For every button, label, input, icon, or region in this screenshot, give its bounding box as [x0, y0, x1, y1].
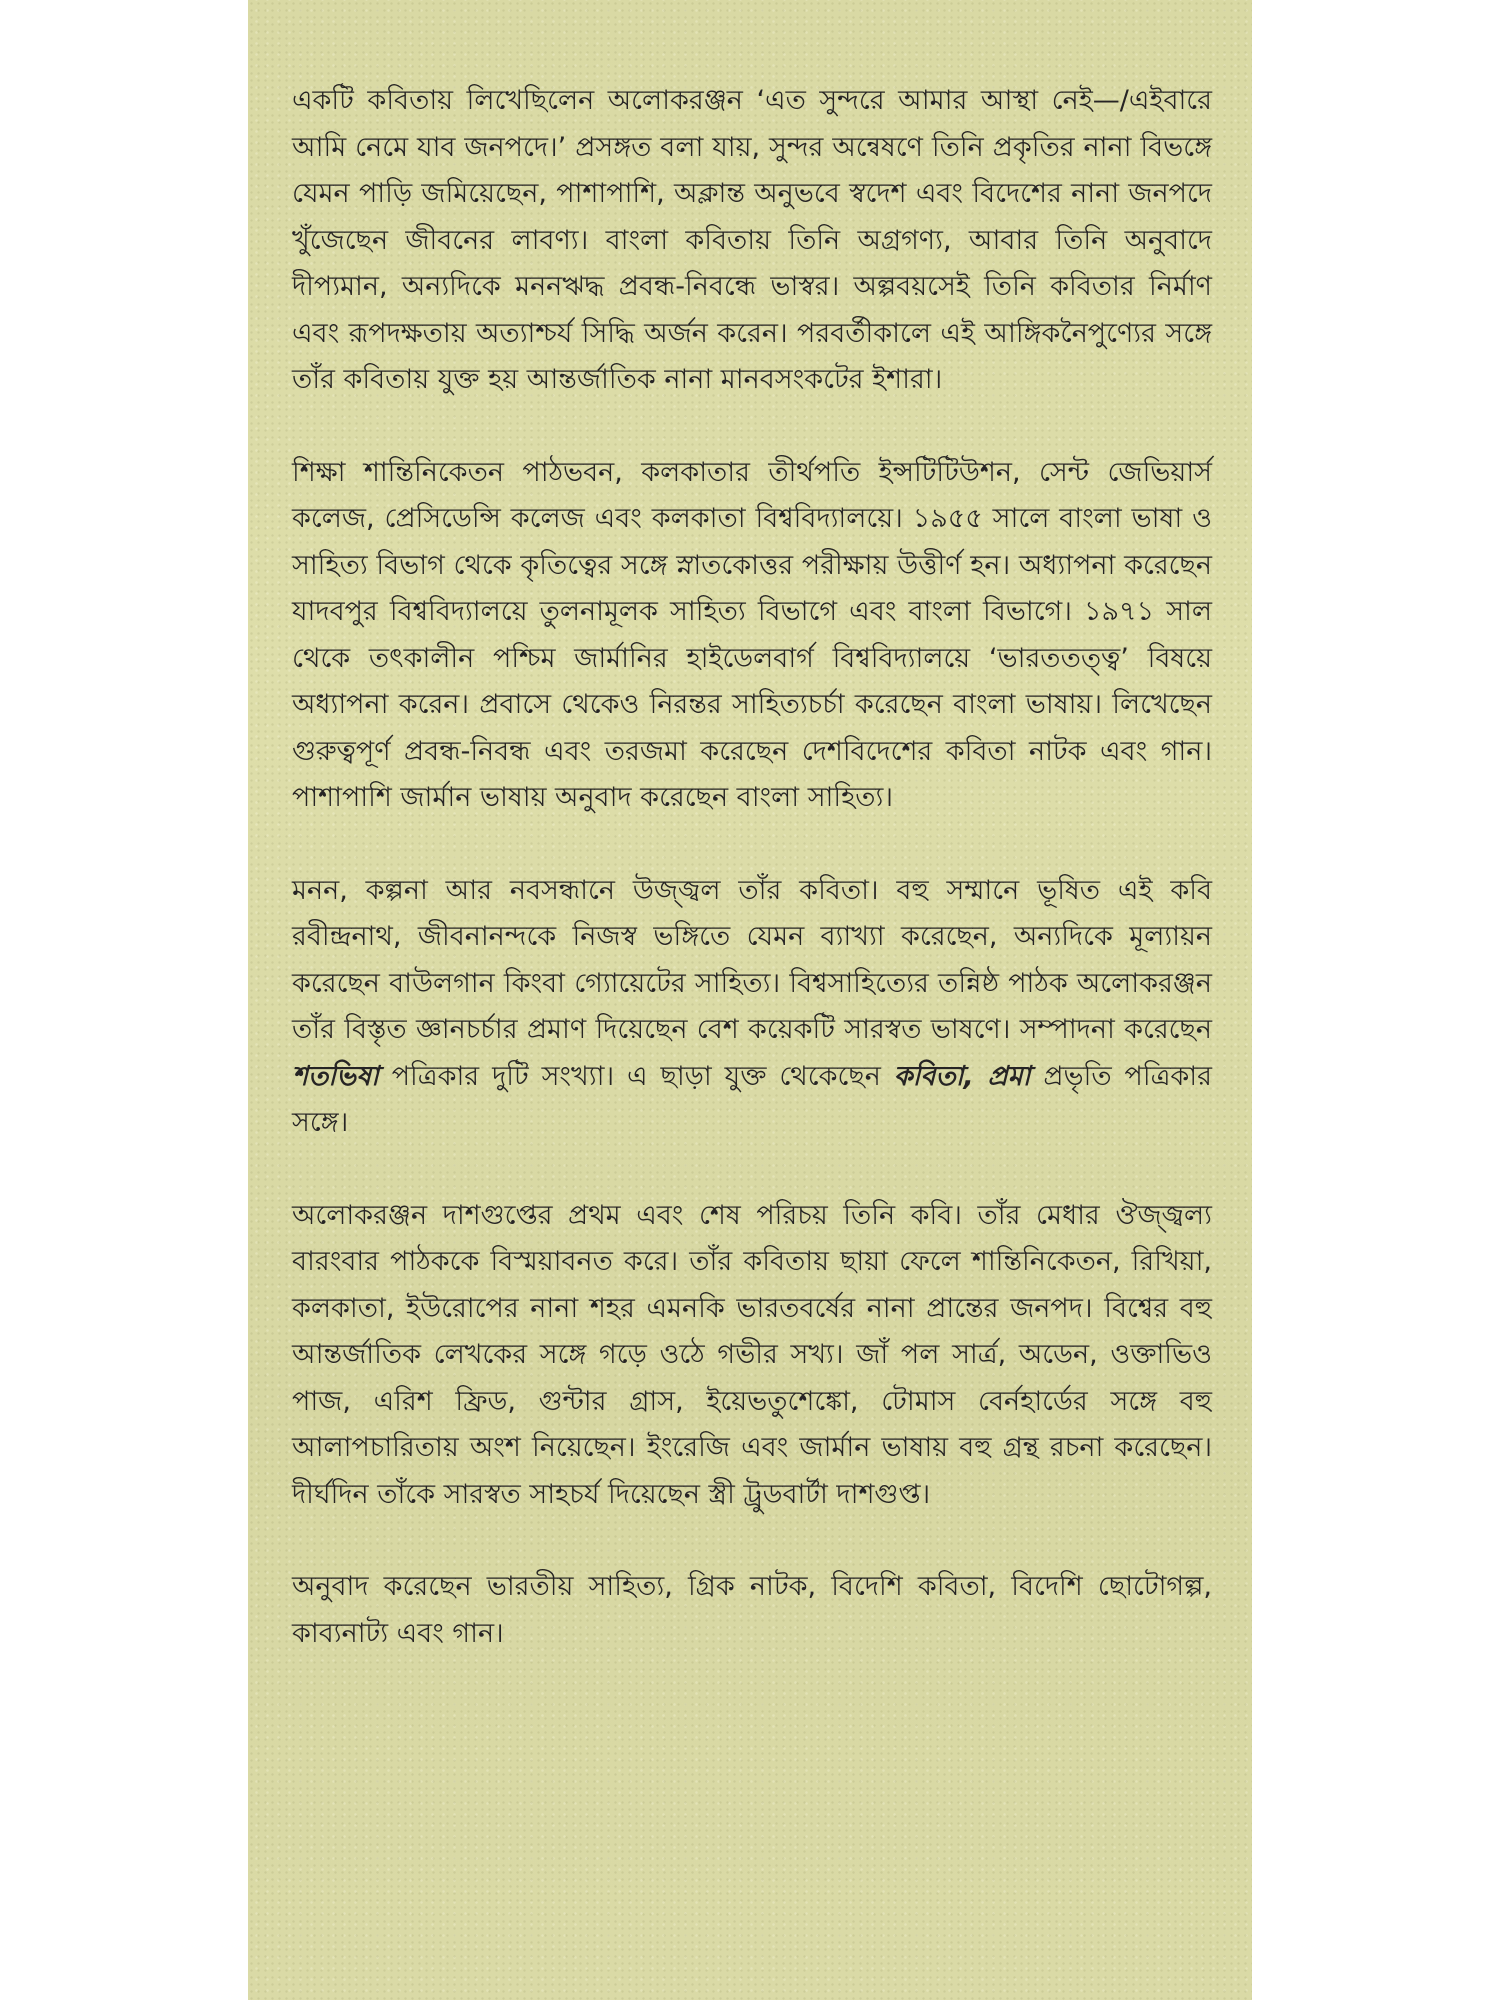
- paragraph-poetry-intro: [292, 78, 1212, 404]
- paragraph-identity: [292, 1193, 1212, 1519]
- paragraph-education: [292, 450, 1212, 822]
- magazine-title-shatabhisha: শতভিষা: [292, 1060, 379, 1092]
- paragraph-text: অলোকরঞ্জন দাশগুপ্তের প্রথম এবং শেষ পরিচয় তিনি কবি। তাঁর মেধার ঔজ্জ্বল্য বারংবার পাঠককে বিস্ময়াবনত করে। তাঁর কবিতায় ছায়া ফেলে শান্তিনিকেতন, রিখিয়া, কলকাতা, ইউরোপের নানা শহর এমনকি ভারতবর্ষের নানা প্রান্তের জনপদ। বিশ্বের বহু আন্তর্জাতিক লেখকের সঙ্গে গড়ে ওঠে গভীর সখ্য। জাঁ পল সার্ত্র, অডেন, ওক্তাভিও পাজ, এরিশ ফ্রিড, গুন্টার গ্রাস, ইয়েভতুশেঙ্কো, টোমাস বের্নহার্ডের সঙ্গে বহু আলাপচারিতায় অংশ নিয়েছেন। ইংরেজি এবং জার্মান ভাষায় বহু গ্রন্থ রচনা করেছেন। দীর্ঘদিন তাঁকে সারস্বত সাহচর্য দিয়েছেন স্ত্রী ট্রুডবার্টা দাশগুপ্ত।: [292, 1199, 1212, 1510]
- book-page: [248, 0, 1252, 2000]
- page-text: [292, 78, 1212, 1703]
- paragraph-translations: [292, 1564, 1212, 1657]
- paragraph-text: একটি কবিতায় লিখেছিলেন অলোকরঞ্জন ‘এত সুন্দরে আমার আস্থা নেই—/এইবারে আমি নেমে যাব জনপদে।’ প্রসঙ্গত বলা যায়, সুন্দর অন্বেষণে তিনি প্রকৃতির নানা বিভঙ্গে যেমন পাড়ি জমিয়েছেন, পাশাপাশি, অক্লান্ত অনুভবে স্বদেশ এবং বিদেশের নানা জনপদে খুঁজেছেন জীবনের লাবণ্য। বাংলা কবিতায় তিনি অগ্রগণ্য, আবার তিনি অনুবাদে দীপ্যমান, অন্যদিকে মননঋদ্ধ প্রবন্ধ-নিবন্ধে ভাস্বর। অল্পবয়সেই তিনি কবিতার নির্মাণ এবং রূপদক্ষতায় অত্যাশ্চর্য সিদ্ধি অর্জন করেন। পরবর্তীকালে এই আঙ্গিকনৈপুণ্যের সঙ্গে তাঁর কবিতায় যুক্ত হয় আন্তর্জাতিক নানা মানবসংকটের ইশারা।: [292, 85, 1212, 395]
- paragraph-criticism: [292, 868, 1212, 1147]
- paragraph-text: প্রভৃতি পত্রিকার সঙ্গে।: [292, 1060, 1212, 1138]
- magazine-title-kabita-prama: কবিতা, প্রমা: [893, 1060, 1031, 1092]
- paragraph-text: মনন, কল্পনা আর নবসন্ধানে উজ্জ্বল তাঁর কবিতা। বহু সম্মানে ভূষিত এই কবি রবীন্দ্রনাথ, জীবনানন্দকে নিজস্ব ভঙ্গিতে যেমন ব্যাখ্যা করেছেন, অন্যদিকে মূল্যায়ন করেছেন বাউলগান কিংবা গ্যোয়েটের সাহিত্য। বিশ্বসাহিত্যের তন্নিষ্ঠ পাঠক অলোকরঞ্জন তাঁর বিস্তৃত জ্ঞানচর্চার প্রমাণ দিয়েছেন বেশ কয়েকটি সারস্বত ভাষণে। সম্পাদনা করেছেন: [292, 874, 1212, 1045]
- paragraph-text: শিক্ষা শান্তিনিকেতন পাঠভবন, কলকাতার তীর্থপতি ইন্সটিটিউশন, সেন্ট জেভিয়ার্স কলেজ, প্রেসিডেন্সি কলেজ এবং কলকাতা বিশ্ববিদ্যালয়ে। ১৯৫৫ সালে বাংলা ভাষা ও সাহিত্য বিভাগ থেকে কৃতিত্বের সঙ্গে স্নাতকোত্তর পরীক্ষায় উত্তীর্ণ হন। অধ্যাপনা করেছেন যাদবপুর বিশ্ববিদ্যালয়ে তুলনামূলক সাহিত্য বিভাগে এবং বাংলা বিভাগে। ১৯৭১ সাল থেকে তৎকালীন পশ্চিম জার্মানির হাইডেলবার্গ বিশ্ববিদ্যালয়ে ‘ভারততত্ত্ব’ বিষয়ে অধ্যাপনা করেন। প্রবাসে থেকেও নিরন্তর সাহিত্যচর্চা করেছেন বাংলা ভাষায়। লিখেছেন গুরুত্বপূর্ণ প্রবন্ধ-নিবন্ধ এবং তরজমা করেছেন দেশবিদেশের কবিতা নাটক এবং গান। পাশাপাশি জার্মান ভাষায় অনুবাদ করেছেন বাংলা সাহিত্য।: [292, 456, 1212, 813]
- paragraph-text: অনুবাদ করেছেন ভারতীয় সাহিত্য, গ্রিক নাটক, বিদেশি কবিতা, বিদেশি ছোটোগল্প, কাব্যনাট্য এবং গান।: [292, 1571, 1212, 1649]
- paragraph-text: পত্রিকার দুটি সংখ্যা। এ ছাড়া যুক্ত থেকেছেন: [378, 1060, 894, 1092]
